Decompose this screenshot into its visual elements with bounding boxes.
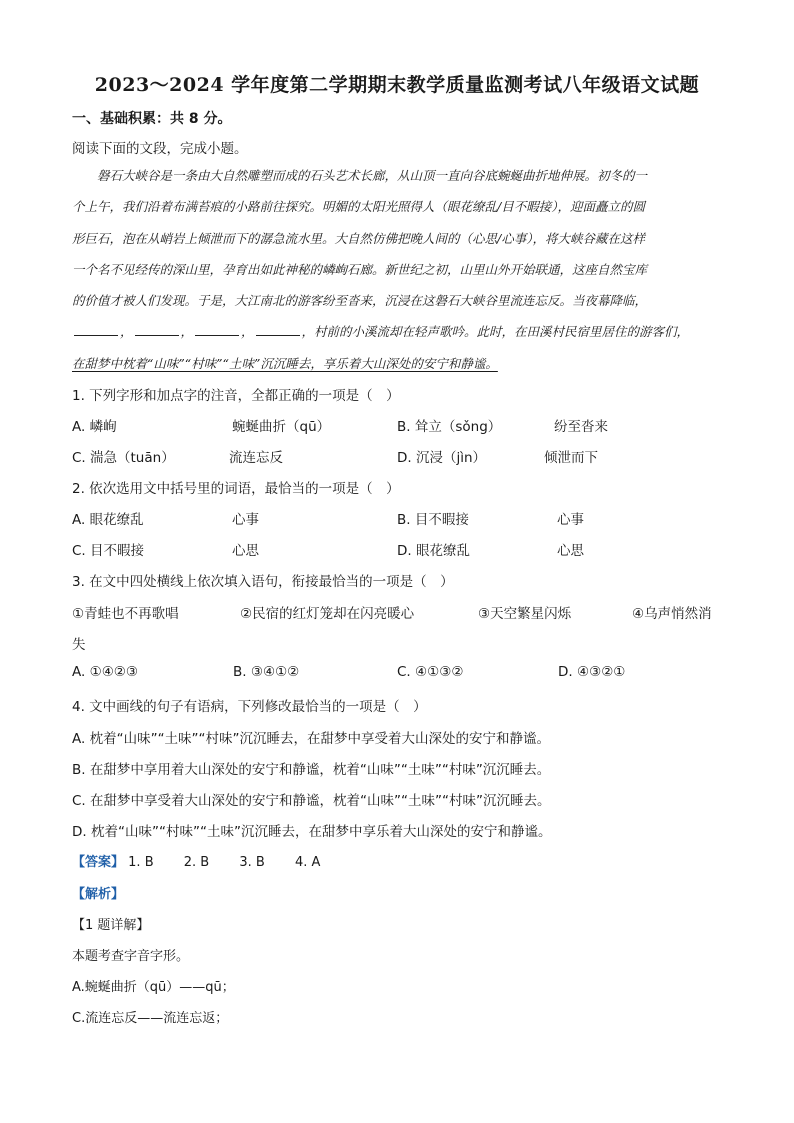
option-label: C. (72, 450, 86, 466)
option-text: ③④①② (250, 664, 300, 680)
option-word: 眼花缭乱 (415, 543, 470, 559)
q4-option-b[interactable]: B. 在甜梦中享用着大山深处的安宁和静谧，枕着“山味”“土味”“村味”沉沉睡去。 (72, 762, 551, 778)
option-label: A. (72, 512, 86, 528)
q3-item-2: ②民宿的红灯笼却在闪亮暖心 (240, 606, 415, 622)
option-label: B. (397, 512, 411, 528)
analysis-line: C.流连忘反——流连忘返； (72, 1011, 229, 1026)
page-title: 2023～2024 学年度第二学期期末教学质量监测考试八年级语文试题 (94, 74, 700, 96)
q1-option-c[interactable] (72, 446, 175, 466)
q1-option-a-word2: 蜿蜒曲折（qū） (232, 419, 331, 435)
q2-option-c-word2: 心思 (232, 543, 259, 559)
option-label: D. (558, 664, 573, 680)
q1-option-b-word2: 纷至沓来 (554, 419, 608, 435)
option-word: 湍急（tuān） (90, 450, 175, 466)
fill-blank[interactable] (195, 325, 239, 336)
answer-value: 2. B (183, 855, 210, 870)
option-word: 目不暇接 (414, 512, 469, 528)
q2-option-a[interactable] (72, 508, 144, 528)
q3-option-b[interactable] (233, 664, 299, 680)
fill-blank[interactable] (135, 325, 179, 336)
q2-option-b[interactable] (397, 508, 469, 528)
q2-option-d[interactable] (397, 539, 470, 559)
analysis-line: 本题考查字音字形。 (72, 949, 190, 964)
q1-option-d[interactable] (397, 446, 486, 466)
passage-line: 个上午，我们沿着布满苔痕的小路前往探究。明媚的太阳光照得人（眼花缭乱/目不暇接），迎面矗立的圆 (72, 199, 645, 215)
answer-tag: 【答案】 (72, 855, 125, 870)
question-4-stem: 4. 文中画线的句子有语病，下列修改最恰当的一项是（ ） (72, 699, 427, 715)
q1-option-c-word2: 流连忘反 (229, 450, 283, 466)
option-word: 嶙峋 (89, 419, 117, 435)
q1-option-b[interactable] (397, 415, 501, 435)
q4-option-d[interactable]: D. 枕着“山味”“村味”“土味”沉沉睡去，在甜梦中享乐着大山深处的安宁和静谧。 (72, 824, 552, 840)
passage-line: 形巨石，泡在从峭岩上倾泄而下的潺急流水里。大自然仿佛把晚人间的（心思/心事），将大峡谷藏在这样 (72, 230, 645, 246)
option-label: B. (397, 419, 411, 435)
option-word: 沉浸（jìn） (415, 450, 487, 466)
q2-option-c[interactable] (72, 539, 144, 559)
option-label: A. (72, 664, 86, 680)
option-text: ④③②① (576, 664, 626, 680)
q4-option-a[interactable]: A. 枕着“山味”“土味”“村味”沉沉睡去，在甜梦中享受着大山深处的安宁和静谧。 (72, 731, 551, 747)
passage-line: 的价值才被人们发现。于是，大江南北的游客纷至沓来，沉浸在这磐石大峡谷里流连忘反。当夜幕降临， (72, 293, 648, 309)
question-3-stem: 3. 在文中四处横线上依次填入语句，衔接最恰当的一项是（ ） (72, 574, 454, 590)
question-1-stem: 1. 下列字形和加点字的注音，全都正确的一项是（ ） (72, 388, 400, 404)
q3-item-1: ①青蛙也不再歌唱 (72, 606, 179, 622)
q2-option-b-word2: 心事 (557, 512, 584, 528)
underlined-sentence: 在甜梦中枕着“山味”“村味”“土味”沉沉睡去，享乐着大山深处的安宁和静谧。 (72, 355, 498, 371)
analysis-subheading: 【1 题详解】 (72, 918, 150, 933)
answer-value: 4. A (294, 855, 321, 870)
q3-item-4: ④乌声悄然消 (632, 606, 712, 622)
answer-value: 3. B (239, 855, 265, 870)
q3-option-d[interactable] (558, 664, 625, 680)
option-label: B. (233, 664, 247, 680)
section-heading: 一、基础积累：共 8 分。 (72, 111, 232, 127)
q3-item-3: ③天空繁星闪烁 (478, 606, 572, 622)
option-label: A. (72, 419, 86, 435)
option-word: 耸立（sǒng） (414, 419, 502, 435)
option-label: C. (397, 664, 411, 680)
analysis-tag: 【解析】 (72, 887, 125, 902)
reading-passage (72, 160, 722, 379)
answer-line (72, 851, 346, 870)
option-label: D. (397, 450, 412, 466)
option-word: 眼花缭乱 (89, 512, 144, 528)
option-label: D. (397, 543, 412, 559)
q3-option-a[interactable] (72, 664, 138, 680)
option-label: C. (72, 543, 86, 559)
q1-option-d-word2: 倾泄而下 (544, 450, 598, 466)
passage-line-text: ，村前的小溪流却在轻声歌吟。此时，在田溪村民宿里居住的游客们， (301, 324, 690, 340)
option-text: ④①③② (415, 664, 464, 680)
q2-option-d-word2: 心思 (557, 543, 584, 559)
fill-blank[interactable] (256, 325, 300, 336)
q2-option-a-word2: 心事 (232, 512, 259, 528)
option-text: ①④②③ (89, 664, 139, 680)
passage-line-blanks: ， ， ， ，村前的小溪流却在轻声歌吟。此时，在田溪村民宿里居住的游客们， (72, 316, 722, 347)
passage-line: 磐石大峡谷是一条由大自然雕塑而成的石头艺术长廊，从山顶一直向谷底蜿蜒曲折地伸展。初冬的一 (72, 168, 648, 183)
fill-blank[interactable] (74, 325, 118, 336)
analysis-line: A.蜿蜒曲折（qū）——qū； (72, 980, 235, 995)
q3-item-4-continuation: 失 (72, 637, 86, 653)
q3-option-c[interactable] (397, 664, 463, 680)
section-intro: 阅读下面的文段，完成小题。 (72, 141, 248, 157)
answer-value: 1. B (128, 855, 154, 870)
question-2-stem: 2. 依次选用文中括号里的词语，最恰当的一项是（ ） (72, 481, 400, 497)
passage-line: 一个名不见经传的深山里，孕育出如此神秘的嶙峋石廊。新世纪之初，山里山外开始联通，这座自然宝库 (72, 261, 648, 277)
option-word: 目不暇接 (90, 543, 145, 559)
q1-option-a[interactable] (72, 415, 117, 435)
q4-option-c[interactable]: C. 在甜梦中享受着大山深处的安宁和静谧，枕着“山味”“土味”“村味”沉沉睡去。 (72, 793, 551, 809)
